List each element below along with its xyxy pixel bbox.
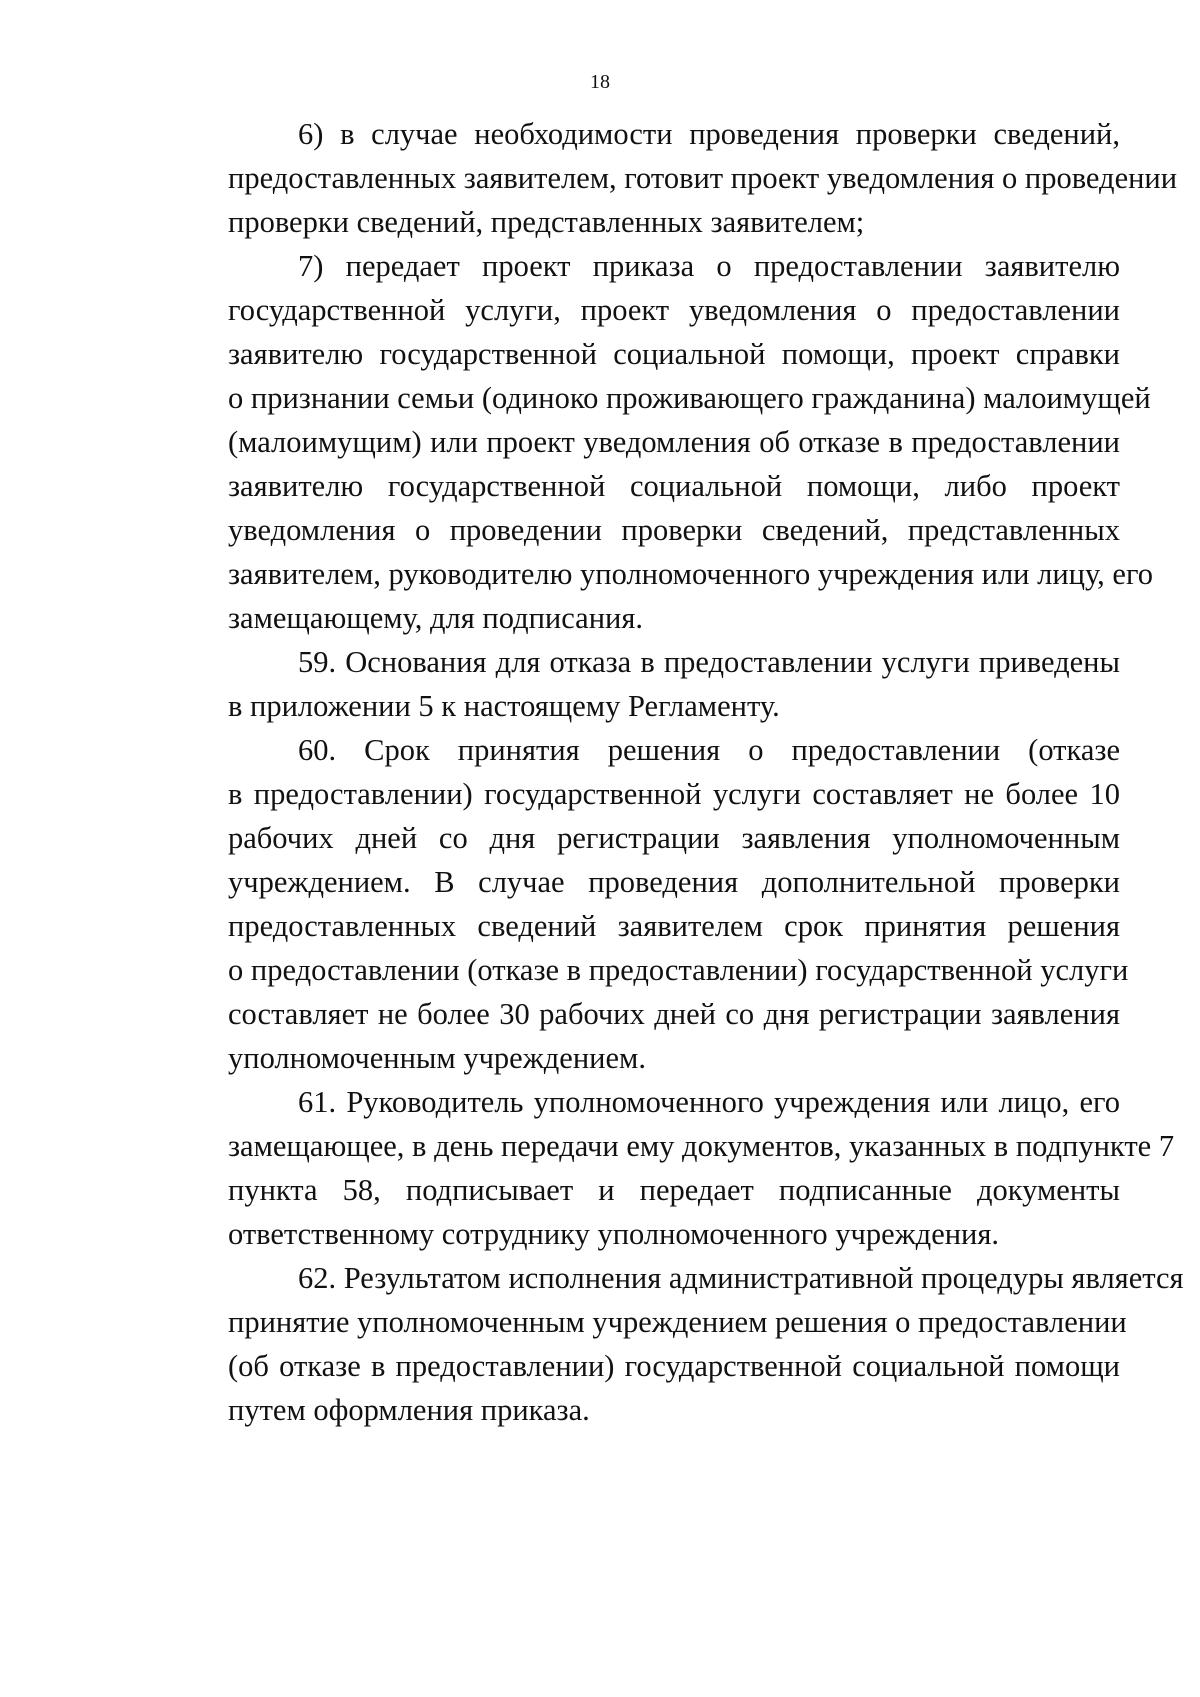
- paragraph-item-62: [158, 1256, 1184, 1432]
- text-line: 62. Результатом исполнения административной процедуры является: [298, 1261, 1184, 1295]
- text-line: 60. Срок принятия решения о предоставлении (отказе: [298, 733, 1120, 767]
- text-line: уполномоченным учреждением.: [228, 1041, 646, 1075]
- text-line: ответственному сотруднику уполномоченного учреждения.: [228, 1217, 1000, 1251]
- page-number: 18: [590, 71, 610, 93]
- text-line: уведомления о проведении проверки сведений, представленных: [228, 513, 1120, 547]
- text-line: путем оформления приказа.: [228, 1393, 590, 1427]
- document-body: [158, 112, 1184, 1432]
- text-line: о признании семьи (одиноко проживающего гражданина) малоимущей: [228, 381, 1151, 415]
- text-line: заявителем, руководителю уполномоченного учреждения или лицу, его: [228, 557, 1153, 591]
- text-line: рабочих дней со дня регистрации заявления уполномоченным: [228, 821, 1120, 855]
- text-line: предоставленных сведений заявителем срок принятия решения: [228, 909, 1120, 943]
- text-line: заявителю государственной социальной помощи, либо проект: [228, 469, 1120, 503]
- text-line: в приложении 5 к настоящему Регламенту.: [228, 689, 780, 723]
- text-line: составляет не более 30 рабочих дней со дня регистрации заявления: [228, 997, 1120, 1031]
- text-line: замещающее, в день передачи ему документов, указанных в подпункте 7: [228, 1129, 1175, 1163]
- text-line: заявителю государственной социальной помощи, проект справки: [228, 337, 1120, 371]
- paragraph-item-7: [158, 244, 1153, 640]
- text-line: 59. Основания для отказа в предоставлении услуги приведены: [298, 645, 1120, 679]
- text-line: (об отказе в предоставлении) государственной социальной помощи: [228, 1349, 1120, 1383]
- text-line: предоставленных заявителем, готовит проект уведомления о проведении: [228, 161, 1178, 195]
- text-line: принятие уполномоченным учреждением решения о предоставлении: [228, 1305, 1127, 1339]
- text-line: 6) в случае необходимости проведения проверки сведений,: [298, 117, 1120, 151]
- paragraph-item-6: [158, 112, 1178, 244]
- text-line: 61. Руководитель уполномоченного учреждения или лицо, его: [298, 1085, 1120, 1119]
- text-line: 7) передает проект приказа о предоставлении заявителю: [298, 249, 1120, 283]
- paragraph-item-60: [158, 728, 1129, 1080]
- text-line: учреждением. В случае проведения дополнительной проверки: [228, 865, 1120, 899]
- text-line: о предоставлении (отказе в предоставлении) государственной услуги: [228, 953, 1129, 987]
- text-line: государственной услуги, проект уведомления о предоставлении: [228, 293, 1120, 327]
- text-line: проверки сведений, представленных заявителем;: [228, 205, 865, 239]
- text-line: пункта 58, подписывает и передает подписанные документы: [228, 1173, 1120, 1207]
- paragraph-item-59: [158, 640, 1120, 728]
- text-line: замещающему, для подписания.: [228, 601, 643, 635]
- text-line: (малоимущим) или проект уведомления об отказе в предоставлении: [228, 425, 1120, 459]
- text-line: в предоставлении) государственной услуги составляет не более 10: [228, 777, 1120, 811]
- paragraph-item-61: [158, 1080, 1175, 1256]
